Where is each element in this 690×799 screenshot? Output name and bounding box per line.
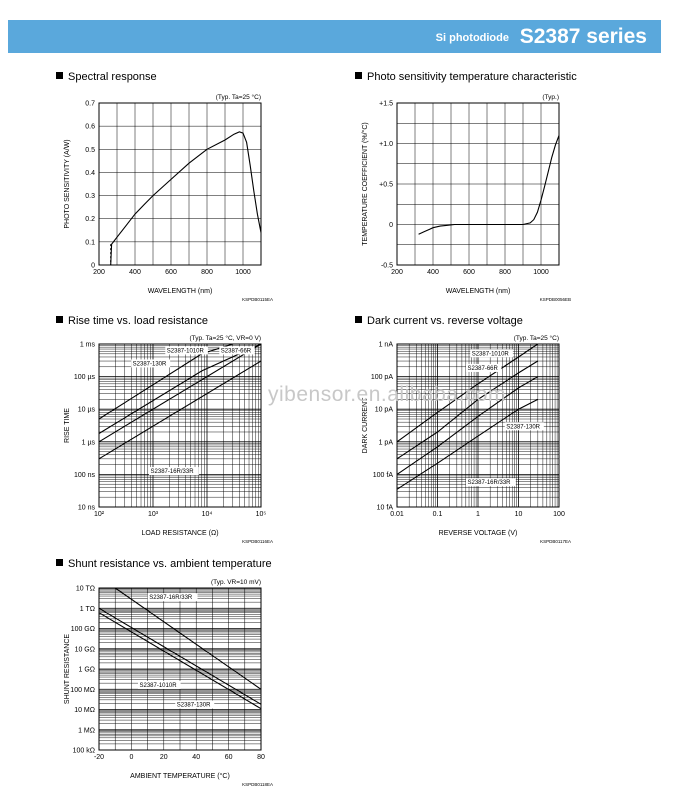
x-tick-label: 10⁵	[255, 511, 267, 518]
x-axis-label: REVERSE VOLTAGE (V)	[438, 530, 518, 537]
y-axis-label: DARK CURRENT	[362, 397, 369, 454]
x-tick-label: 400	[129, 269, 141, 276]
x-tick-label: 10⁴	[201, 511, 213, 518]
y-tick-label: 0.2	[85, 216, 95, 224]
y-tick-label: 100 fA	[372, 471, 393, 479]
plot-frame	[99, 103, 261, 265]
y-axis-label: RISE TIME	[64, 408, 71, 443]
y-tick-label: 1 MΩ	[78, 727, 95, 735]
chart-condition: (Typ. VR=10 mV)	[210, 579, 261, 586]
y-tick-label: 100 pA	[370, 374, 393, 382]
y-tick-label: 1 µs	[81, 439, 95, 447]
panel-title-text: Dark current vs. reverse voltage	[367, 315, 523, 327]
plot-frame	[99, 344, 261, 507]
series-line-s2387-16r-33r	[99, 361, 261, 459]
y-tick-label: 0.7	[85, 100, 95, 108]
y-tick-label: 10 fA	[376, 504, 393, 512]
y-tick-label: 0.3	[85, 193, 95, 201]
y-tick-label: 1 nA	[378, 341, 393, 349]
x-tick-label: 80	[257, 754, 265, 761]
y-tick-label: +1.0	[379, 141, 393, 148]
y-tick-label: 0.5	[85, 146, 95, 154]
x-tick-label: 1000	[235, 269, 251, 276]
y-tick-label: 100 MΩ	[70, 686, 95, 694]
figure-code: KSPDB0056EB	[539, 297, 571, 302]
series-label: S2387-130R	[506, 424, 541, 431]
chart-condition: (Typ.)	[542, 94, 559, 101]
series-line-s2387-66r	[99, 344, 261, 442]
chart-condition: (Typ. Ta=25 °C)	[513, 335, 559, 342]
y-tick-label: 1 TΩ	[79, 605, 95, 613]
panel-title-text: Spectral response	[68, 71, 157, 83]
y-tick-label: +1.5	[379, 100, 393, 108]
y-tick-label: +0.5	[379, 181, 393, 189]
series-label: S2387-1010R	[166, 348, 204, 355]
panel-title-text: Photo sensitivity temperature characteristic	[367, 71, 577, 83]
y-tick-label: 0.1	[85, 239, 95, 247]
y-tick-label: -0.5	[380, 262, 393, 270]
header-title: S2387 series	[519, 25, 647, 48]
series-label: S2387-66R	[467, 365, 498, 372]
x-axis-label: AMBIENT TEMPERATURE (°C)	[130, 773, 230, 780]
y-axis-label: TEMPERATURE COEFFICIENT (%/°C)	[362, 122, 369, 246]
y-tick-label: 1 ms	[79, 341, 95, 349]
x-tick-label: 0.1	[432, 511, 443, 518]
series-label: S2387-130R	[176, 702, 211, 709]
series-line-s2387-16r-33r	[115, 588, 261, 689]
y-tick-label: 100 kΩ	[72, 747, 95, 755]
figure-code: KSPDB0116EA	[242, 539, 273, 544]
y-axis-label: PHOTO SENSITIVITY (A/W)	[64, 139, 71, 229]
y-tick-label: 100 GΩ	[70, 626, 95, 633]
series-line	[419, 135, 559, 234]
y-tick-label: 10 GΩ	[74, 646, 95, 654]
x-tick-label: 200	[93, 269, 105, 276]
watermark: yibensor.en.alibaba.com	[268, 383, 506, 406]
x-tick-label: 10²	[93, 511, 105, 518]
y-tick-label: 10 TΩ	[75, 585, 95, 593]
panel-title-text: Shunt resistance vs. ambient temperature	[68, 558, 272, 570]
x-axis-label: WAVELENGTH (nm)	[147, 288, 213, 295]
figure-code: KSPDB0115EA	[242, 297, 273, 302]
x-tick-label: 800	[499, 269, 511, 276]
header-subtitle: Si photodiode	[435, 32, 509, 44]
series-label: S2387-130R	[132, 361, 167, 368]
chart-condition: (Typ. Ta=25 °C, VR=0 V)	[189, 335, 261, 342]
y-tick-label: 10 µs	[77, 406, 95, 414]
y-axis-label: SHUNT RESISTANCE	[64, 633, 71, 705]
x-tick-label: 20	[159, 754, 168, 761]
y-tick-label: 0	[91, 262, 95, 270]
y-tick-label: 1 GΩ	[78, 666, 95, 674]
x-tick-label: 400	[427, 269, 439, 276]
x-tick-label: 800	[201, 269, 213, 276]
series-label: S2387-66R	[220, 348, 252, 355]
y-tick-label: 1 pA	[378, 439, 393, 447]
figure-code: KSPDB0117EA	[540, 539, 571, 544]
x-tick-label: 10	[514, 511, 523, 518]
x-axis-label: WAVELENGTH (nm)	[445, 288, 511, 295]
series-label: S2387-16R/33R	[149, 595, 193, 602]
y-tick-label: 100 ns	[73, 471, 95, 479]
y-tick-label: 10 MΩ	[74, 707, 95, 714]
x-tick-label: 100	[553, 511, 565, 518]
series-label: S2387-1010R	[139, 682, 177, 689]
series-label: S2387-16R/33R	[150, 469, 194, 476]
x-tick-label: 1	[476, 511, 480, 518]
x-tick-label: 10³	[147, 511, 159, 518]
x-tick-label: 40	[192, 754, 201, 761]
y-tick-label: 0.6	[85, 123, 95, 131]
figure-code: KSPDB0118EA	[242, 782, 273, 787]
panel-title-text: Rise time vs. load resistance	[68, 315, 208, 327]
y-tick-label: 0	[389, 222, 393, 229]
series-line-s2387-130r	[99, 344, 261, 434]
series-label: S2387-16R/33R	[467, 480, 511, 487]
x-tick-label: 600	[463, 269, 475, 276]
y-tick-label: 10 pA	[374, 406, 393, 414]
x-tick-label: -20	[93, 754, 105, 761]
x-tick-label: 200	[391, 269, 403, 276]
series-line	[111, 132, 261, 265]
y-tick-label: 10 ns	[77, 504, 95, 512]
y-tick-label: 100 µs	[73, 374, 95, 382]
chart-condition: (Typ. Ta=25 °C)	[215, 94, 261, 101]
x-tick-label: 0.01	[390, 511, 404, 518]
series-label: S2387-1010R	[471, 351, 509, 358]
y-tick-label: 0.4	[85, 169, 95, 177]
x-tick-label: 600	[165, 269, 177, 276]
x-axis-label: LOAD RESISTANCE (Ω)	[141, 530, 219, 537]
x-tick-label: 1000	[533, 269, 549, 276]
x-tick-label: 60	[224, 754, 233, 761]
x-tick-label: 0	[129, 754, 134, 761]
